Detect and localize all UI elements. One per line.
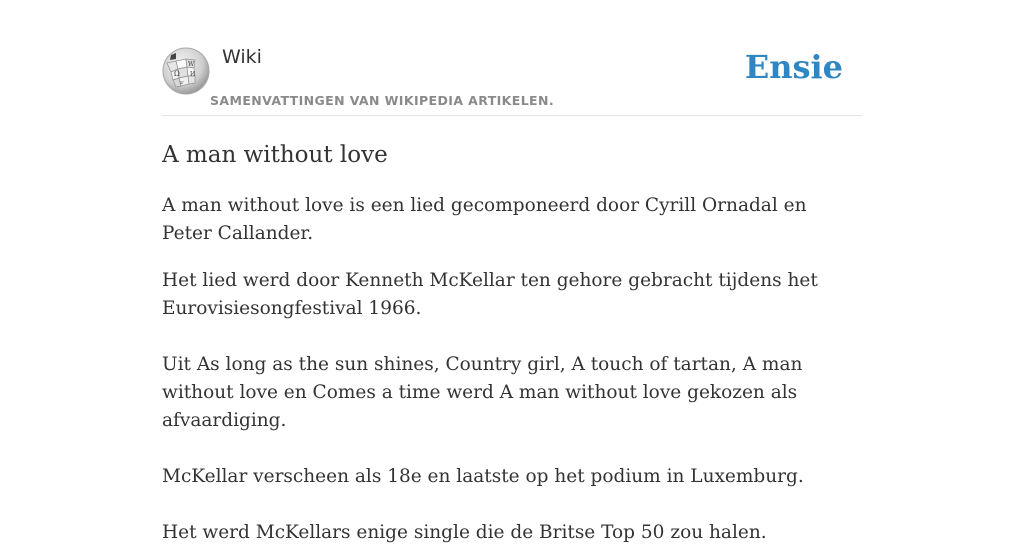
article-title: A man without love [162, 142, 388, 168]
svg-text:ש: ש [180, 80, 184, 86]
article-paragraph: A man without love is een lied gecomponeerd door Cyrill Ornadal en Peter Callander. [162, 195, 807, 244]
article-content [162, 192, 862, 547]
site-name-link[interactable]: Wiki [222, 46, 262, 68]
article-paragraph: Het lied werd door Kenneth McKellar ten gehore gebracht tijdens het Eurovisiesongfestival 1966. [162, 270, 818, 319]
svg-text:И: И [190, 71, 196, 78]
page [162, 0, 862, 547]
article-paragraph: Het werd McKellars enige single die de Britse Top 50 zou halen. [162, 522, 767, 543]
article-paragraph: McKellar verscheen als 18e en laatste op het podium in Luxemburg. [162, 466, 804, 487]
site-tagline: SAMENVATTINGEN VAN WIKIPEDIA ARTIKELEN. [210, 93, 555, 108]
wikipedia-globe-icon[interactable] [162, 47, 210, 95]
svg-text:W: W [188, 61, 195, 68]
ensie-brand-link[interactable]: Ensie [744, 48, 843, 86]
svg-text:Ω: Ω [174, 70, 180, 78]
site-header [162, 46, 862, 116]
article-paragraph: Uit As long as the sun shines, Country girl, A touch of tartan, A man without love en Comes a time werd A man without love gekozen als afvaardiging. [162, 354, 803, 431]
